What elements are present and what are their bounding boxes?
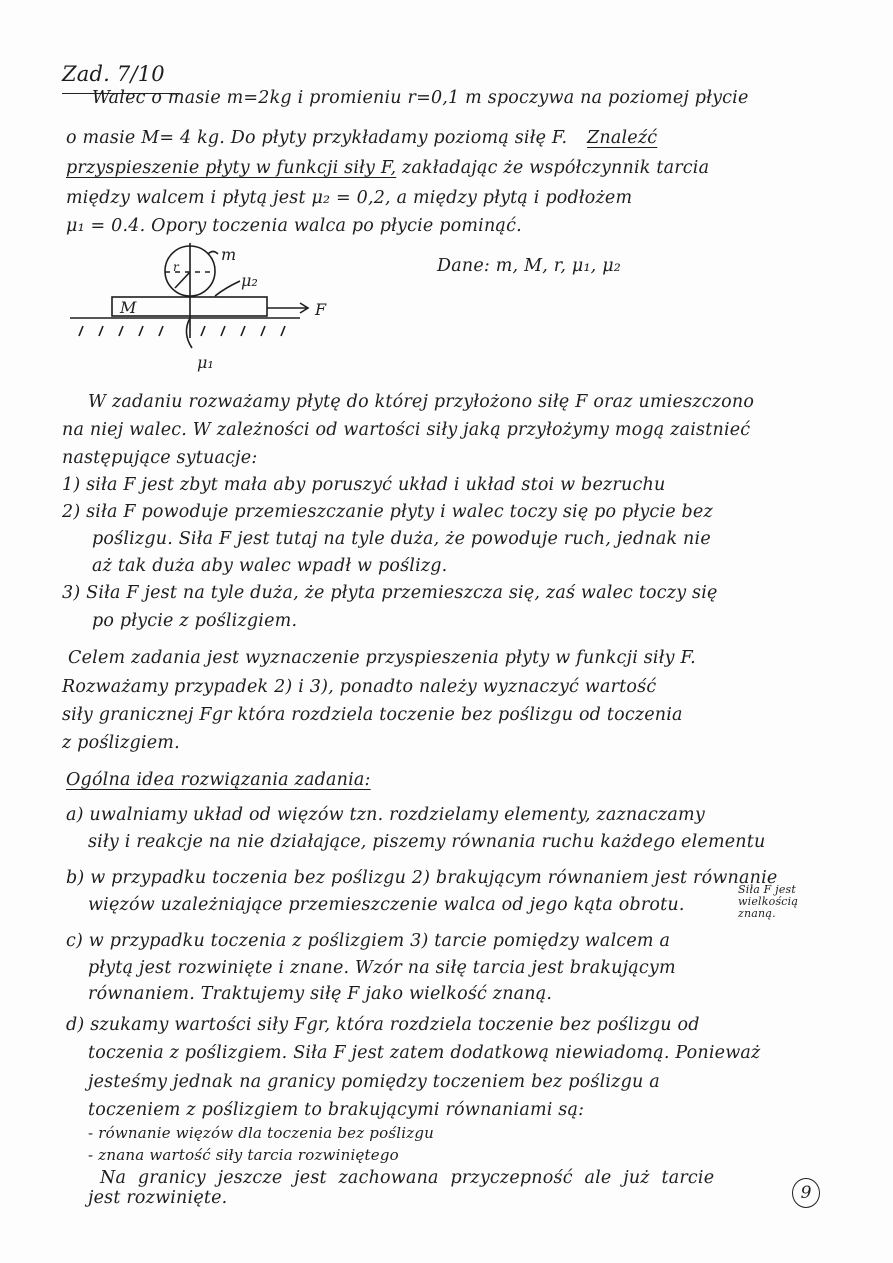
idea-line: d) szukamy wartości siły Fgr, która rozdziela toczenie bez poślizgu od [66, 1015, 700, 1035]
idea-line: siły i reakcje na nie działające, piszemy równania ruchu każdego elementu [88, 832, 766, 852]
ground-hatching [79, 326, 285, 336]
cylinder-on-plate-diagram [65, 238, 365, 378]
mu2-leader [215, 281, 240, 296]
problem-task: Znaleźć [587, 128, 658, 148]
mu2-label: μ₂ [241, 271, 258, 290]
idea-line: więzów uzależniające przemieszczenie walca od jego kąta obrotu. [88, 895, 685, 915]
goal-line: Rozważamy przypadek 2) i 3), ponadto należy wyznaczyć wartość [62, 677, 657, 697]
problem-task: przyspieszenie płyty w funkcji siły F, [66, 158, 397, 178]
idea-heading: Ogólna idea rozwiązania zadania: [66, 770, 371, 790]
idea-line: równaniem. Traktujemy siłę F jako wielkość znaną. [88, 984, 553, 1004]
problem-text: o masie M= 4 kg. Do płyty przykładamy poziomą siłę F. [66, 128, 568, 148]
analysis-line: poślizgu. Siła F jest tutaj na tyle duża, że powoduje ruch, jednak nie [92, 529, 711, 549]
problem-line [66, 158, 709, 178]
idea-line: c) w przypadku toczenia z poślizgiem 3) tarcie pomiędzy walcem a [66, 931, 671, 951]
analysis-line: 2) siła F powoduje przemieszczanie płyty i walec toczy się po płycie bez [62, 502, 713, 522]
goal-line: siły granicznej Fgr która rozdziela toczenie bez poślizgu od toczenia [62, 705, 683, 725]
force-label: F [315, 300, 327, 319]
idea-line: toczeniem z poślizgiem to brakującymi równaniami są: [88, 1100, 585, 1120]
problem-line [66, 128, 657, 148]
goal-line: Celem zadania jest wyznaczenie przyspieszenia płyty w funkcji siły F. [68, 648, 696, 668]
idea-side-note: Siła F jest wielkością znaną. [738, 883, 799, 920]
analysis-line: następujące sytuacje: [62, 448, 258, 468]
m-leader [208, 252, 218, 255]
analysis-line: na niej walec. W zależności od wartości siły jaką przyłożymy mogą zaistnieć [62, 420, 751, 440]
idea-line: - równanie więzów dla toczenia bez poślizgu [88, 1124, 434, 1142]
plate-mass-label: M [120, 298, 137, 317]
analysis-line: 3) Siła F jest na tyle duża, że płyta przemieszcza się, zaś walec toczy się [62, 583, 718, 603]
analysis-line: po płycie z poślizgiem. [92, 611, 298, 631]
radius-arrow [175, 272, 190, 288]
idea-line: a) uwalniamy układ od więzów tzn. rozdzielamy elementy, zaznaczamy [66, 805, 705, 825]
given-data: Dane: m, M, r, μ₁, μ₂ [437, 256, 621, 276]
idea-line: Na granicy jeszcze jest zachowana przyczepność ale już tarcie [100, 1168, 715, 1188]
radius-label: r [173, 260, 179, 274]
problem-line: między walcem i płytą jest μ₂ = 0,2, a między płytą i podłożem [66, 188, 633, 208]
idea-line: b) w przypadku toczenia bez poślizgu 2) brakującym równaniem jest równanie [66, 868, 778, 888]
page-number: 9 [792, 1178, 820, 1208]
mu1-label: μ₁ [197, 353, 214, 372]
idea-line: jesteśmy jednak na granicy pomiędzy toczeniem bez poślizgu a [88, 1072, 660, 1092]
idea-line: płytą jest rozwinięte i znane. Wzór na siłę tarcia jest brakującym [88, 958, 676, 978]
idea-line: jest rozwinięte. [88, 1188, 228, 1208]
problem-title: Zad. 7/10 [62, 62, 165, 86]
analysis-line: W zadaniu rozważamy płytę do której przyłożono siłę F oraz umieszczono [88, 392, 755, 412]
idea-line: toczenia z poślizgiem. Siła F jest zatem dodatkową niewiadomą. Ponieważ [88, 1043, 761, 1063]
analysis-line: 1) siła F jest zbyt mała aby poruszyć układ i układ stoi w bezruchu [62, 475, 666, 495]
analysis-line: aż tak duża aby walec wpadł w poślizg. [92, 556, 448, 576]
problem-line: μ₁ = 0.4. Opory toczenia walca po płycie pominąć. [66, 216, 522, 236]
problem-line: Walec o masie m=2kg i promieniu r=0,1 m spoczywa na poziomej płycie [92, 88, 749, 108]
goal-line: z poślizgiem. [62, 733, 180, 753]
cylinder-mass-label: m [221, 245, 237, 264]
idea-line: - znana wartość siły tarcia rozwiniętego [88, 1146, 399, 1164]
problem-text: zakładając że współczynnik tarcia [402, 158, 710, 178]
